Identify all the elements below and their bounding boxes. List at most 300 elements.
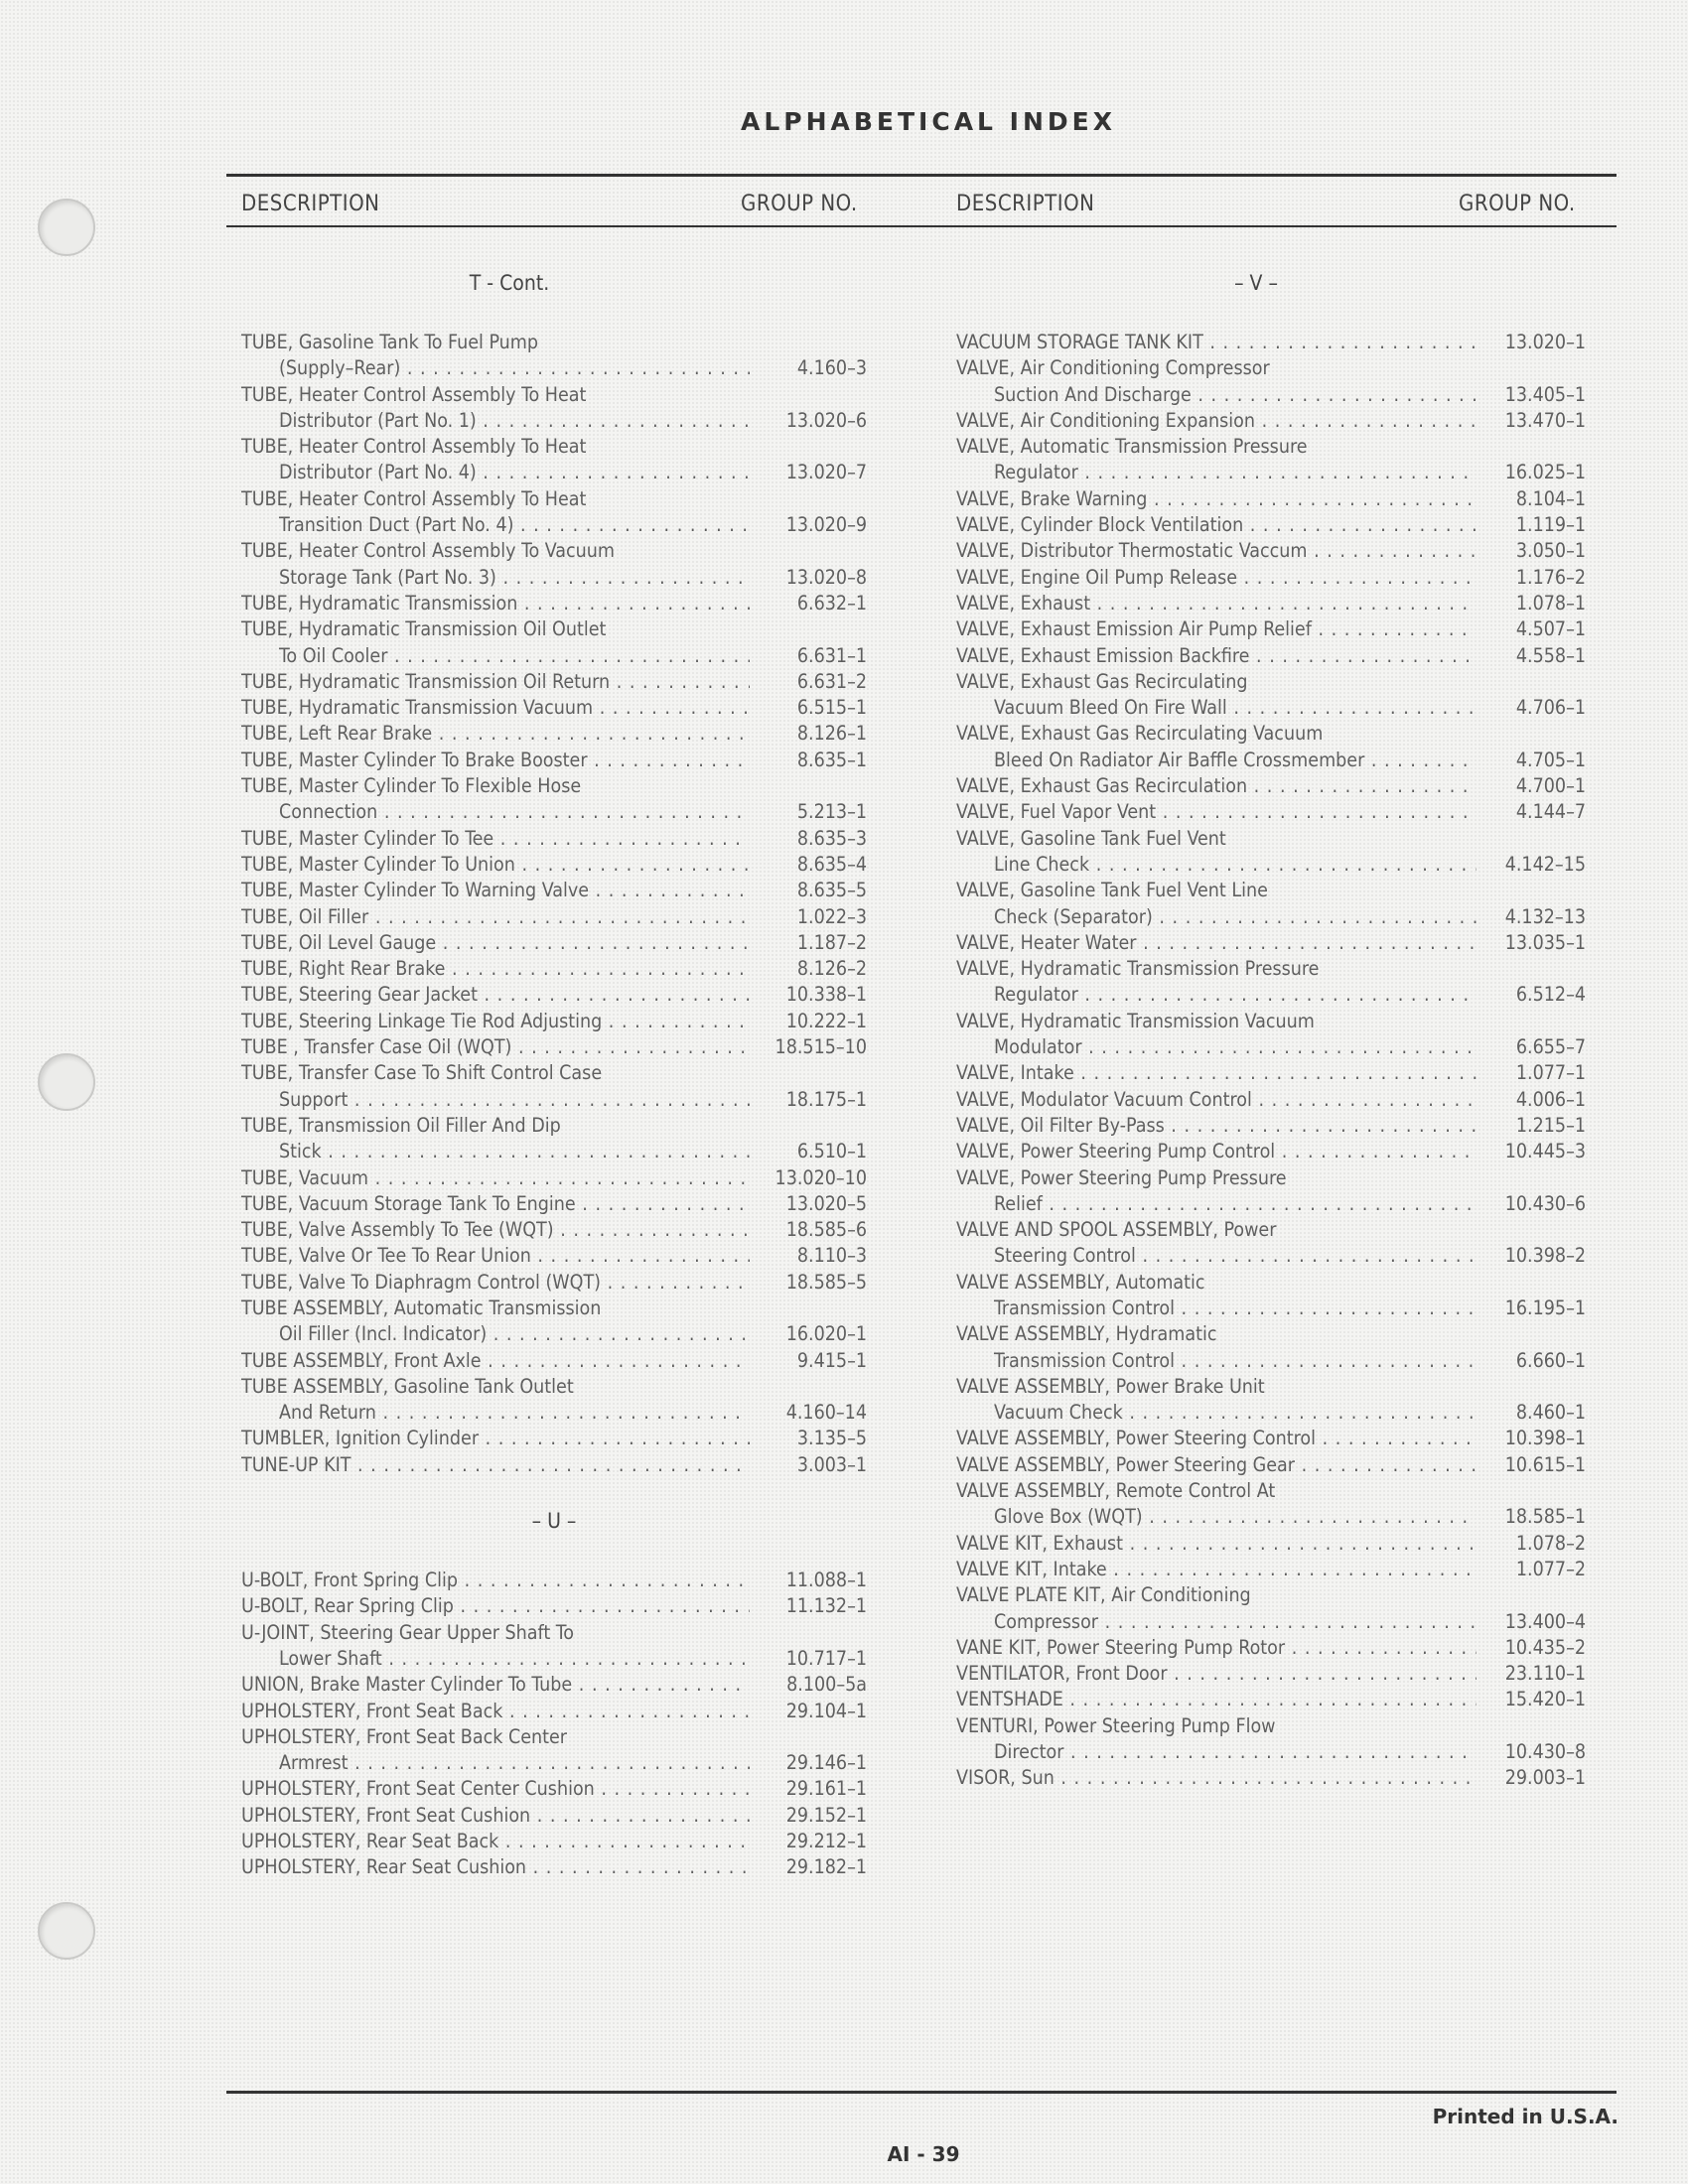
entry-description [241,616,867,642]
entry-description [241,773,867,799]
entry-group-number: 3.050–1 [1515,539,1586,563]
entry-group-number: 1.077–1 [1515,1061,1586,1085]
footer-rule [226,2091,1617,2094]
entry-description-text: TUBE, Steering Linkage Tie Rod Adjusting . . . [241,1009,750,1034]
entry-description [956,1113,1586,1139]
entry-group-number: 1.215–1 [1515,1113,1586,1137]
entry-description-text: VALVE, Cylinder Block Ventilation . . . [956,512,1477,538]
entry-description-continued [956,852,1586,878]
entry-description-text: VANE KIT, Power Steering Pump Rotor . . . [956,1635,1477,1661]
entry-description [241,1165,867,1191]
entry-description [956,1165,1586,1191]
entry-group-number: 29.182–1 [785,1855,867,1879]
entry-description [241,748,867,773]
entry-description-text: Transmission Control . . . [956,1296,1477,1321]
entry-description-text: TUMBLER, Ignition Cylinder . . . [241,1426,750,1451]
entry-group-number: 3.135–5 [796,1427,867,1450]
entry-description [241,695,867,721]
u-entries-list [241,1568,867,1881]
entry-group-number: 8.460–1 [1515,1401,1586,1425]
entry-group-number: 13.020–6 [785,408,867,432]
entry-description-text: TUBE, Master Cylinder To Union . . . [241,852,750,878]
entry-description-text: Distributor (Part No. 1) . . . [241,408,750,434]
index-entry [956,1582,1586,1635]
entry-description-text: TUBE, Oil Filler . . . [241,904,750,930]
binder-hole-top [38,199,95,256]
entry-description-text: TUBE ASSEMBLY, Gasoline Tank Outlet [241,1374,574,1398]
index-entry [956,721,1586,773]
entry-group-number: 13.020–8 [785,565,867,589]
entry-description-text: Bleed On Radiator Air Baffle Crossmember . . . [956,748,1477,773]
index-entry [241,538,867,591]
entry-group-number: 3.003–1 [796,1452,867,1476]
entry-description [956,1765,1586,1791]
entry-description [241,852,867,878]
entry-description-continued [956,748,1586,773]
index-entry [956,799,1586,825]
entry-group-number: 23.110–1 [1504,1662,1586,1686]
entry-description [956,1478,1586,1504]
index-entry [241,1034,867,1060]
entry-description-text: VALVE, Intake . . . [956,1060,1477,1086]
entry-group-number: 11.132–1 [785,1594,867,1618]
entry-description-continued [241,1400,867,1426]
index-entry [241,1191,867,1217]
entry-description-continued [956,982,1586,1008]
entry-description-text: VALVE, Hydramatic Transmission Vacuum [956,1009,1315,1032]
entry-description [956,434,1586,460]
entry-group-number: 8.635–5 [796,879,867,902]
entry-group-number: 4.144–7 [1515,800,1586,824]
entry-description-text: Modulator . . . [956,1034,1477,1060]
entry-description-text: To Oil Cooler . . . [241,643,750,669]
entry-group-number: 18.585–5 [785,1270,867,1294]
entry-description [956,616,1586,642]
entry-description-continued [241,1321,867,1347]
entry-description [241,382,867,408]
index-entry [956,408,1586,434]
entry-description-text: VALVE, Power Steering Pump Pressure [956,1165,1287,1189]
index-entry [241,773,867,826]
entry-description-text: Line Check . . . [956,852,1477,878]
index-entry [241,616,867,669]
entry-group-number: 29.212–1 [785,1830,867,1853]
entry-description-text: TUBE, Transfer Case To Shift Control Case [241,1061,603,1085]
entry-description-text: Oil Filler (Incl. Indicator) . . . [241,1321,750,1347]
entry-description-text: VENTILATOR, Front Door . . . [956,1661,1477,1687]
entry-group-number: 8.110–3 [796,1244,867,1268]
entry-description-continued [956,1034,1586,1060]
entry-group-number: 1.022–3 [796,904,867,928]
index-entry [956,565,1586,591]
right-index-column [956,266,1586,1792]
entry-description-text: Vacuum Bleed On Fire Wall . . . [956,695,1477,721]
entry-description-text: TUBE, Heater Control Assembly To Vacuum [241,539,615,563]
entry-description-continued [241,565,867,591]
entry-description-text: TUBE, Master Cylinder To Warning Valve . . . [241,878,750,903]
index-entry [241,1803,867,1829]
entry-description-text: TUBE, Heater Control Assembly To Heat [241,435,587,459]
entry-description-text: VALVE, Exhaust Gas Recirculation . . . [956,773,1477,799]
entry-group-number: 10.430–8 [1504,1740,1586,1764]
entry-description-text: TUBE, Master Cylinder To Brake Booster . . . [241,748,750,773]
index-entry [241,1296,867,1348]
entry-description-text: TUBE, Valve Or Tee To Rear Union . . . [241,1243,750,1269]
entry-description [241,1426,867,1451]
entry-description-continued [956,1243,1586,1269]
entry-description [241,1191,867,1217]
entry-description [241,1724,867,1750]
index-entry [956,1531,1586,1557]
entry-group-number: 6.515–1 [796,696,867,720]
entry-description-text: Regulator . . . [956,460,1477,485]
entry-description [241,1593,867,1619]
index-entry [241,1060,867,1113]
entry-group-number: 29.146–1 [785,1751,867,1775]
entry-description-text: Connection . . . [241,799,750,825]
entry-description-text: VALVE, Fuel Vapor Vent . . . [956,799,1477,825]
entry-group-number: 4.507–1 [1515,617,1586,641]
entry-description-text: TUBE, Gasoline Tank To Fuel Pump [241,331,539,353]
entry-group-number: 6.512–4 [1515,983,1586,1007]
entry-description [956,1009,1586,1034]
entry-description-text: TUBE, Vacuum Storage Tank To Engine . . . [241,1191,750,1217]
index-entry [241,826,867,852]
entry-description [956,408,1586,434]
entry-description [956,799,1586,825]
index-entry [241,1776,867,1802]
entry-description [241,1374,867,1400]
entry-description [241,1296,867,1321]
entry-group-number: 13.020–9 [785,513,867,537]
index-entry [956,591,1586,616]
entry-group-number: 13.470–1 [1504,408,1586,432]
entry-description-text: VALVE ASSEMBLY, Power Steering Control . . . [956,1426,1477,1451]
index-entry [956,1113,1586,1139]
index-entry [241,1854,867,1880]
page-number: AI - 39 [887,2142,960,2166]
index-entry [241,1348,867,1374]
entry-description [241,591,867,616]
index-entry [241,1270,867,1296]
entry-description-text: VALVE AND SPOOL ASSEMBLY, Power [956,1218,1277,1242]
entry-description-text: TUBE, Transmission Oil Filler And Dip [241,1113,561,1137]
entry-description-text: VENTSHADE . . . [956,1687,1477,1712]
entry-group-number: 29.104–1 [785,1699,867,1722]
entry-description-text: Transmission Control . . . [956,1348,1477,1374]
index-entry [241,1165,867,1191]
entry-description-continued [241,1087,867,1113]
entry-group-number: 10.222–1 [785,1009,867,1032]
index-entry [241,1672,867,1698]
index-entry [241,748,867,773]
entry-description-text: (Supply–Rear) . . . [241,355,750,381]
index-entry [956,512,1586,538]
entry-group-number: 18.585–1 [1504,1505,1586,1529]
entry-description [956,486,1586,512]
entry-description-text: TUBE, Hydramatic Transmission Vacuum . . . [241,695,750,721]
entry-description [956,773,1586,799]
index-entry [241,486,867,539]
entry-description-text: VALVE, Exhaust . . . [956,591,1477,616]
entry-description-text: TUBE, Oil Level Gauge . . . [241,930,750,956]
entry-description [956,1661,1586,1687]
printed-in-usa: Printed in U.S.A. [1432,2105,1618,2128]
entry-description-continued [241,512,867,538]
index-entry [956,355,1586,408]
entry-group-number: 8.635–1 [796,748,867,771]
entry-description-text: UNION, Brake Master Cylinder To Tube . . . [241,1672,750,1698]
entry-group-number: 4.142–15 [1504,852,1586,876]
entry-description [241,1270,867,1296]
index-entry [956,1270,1586,1322]
entry-description [956,1713,1586,1739]
entry-description-text: VALVE, Hydramatic Transmission Pressure [956,957,1320,981]
entry-description-continued [241,1646,867,1672]
entry-description-text: VALVE, Exhaust Emission Air Pump Relief . . . [956,616,1477,642]
entry-group-number: 13.020–1 [1504,331,1586,353]
entry-group-number: 8.635–3 [796,826,867,850]
entry-group-number: 10.445–3 [1504,1140,1586,1163]
entry-description-text: VALVE, Oil Filter By-Pass . . . [956,1113,1477,1139]
entry-description [956,1557,1586,1582]
index-entry [956,1478,1586,1531]
entry-description [956,956,1586,982]
entry-description [241,956,867,982]
index-entry [241,1243,867,1269]
entry-description-continued [956,1400,1586,1426]
entry-description [956,538,1586,564]
entry-group-number: 13.020–5 [785,1191,867,1215]
entry-description-continued [956,1739,1586,1765]
entry-description [956,1321,1586,1347]
entry-description-text: TUBE, Heater Control Assembly To Heat [241,382,587,406]
index-entry [241,434,867,486]
entry-description-text: Steering Control . . . [956,1243,1477,1269]
entry-description-text: VALVE, Brake Warning . . . [956,486,1477,512]
index-entry [956,486,1586,512]
entry-description-text: UPHOLSTERY, Front Seat Center Cushion . . . [241,1776,750,1802]
entry-description [241,1829,867,1854]
entry-group-number: 6.510–1 [796,1140,867,1163]
entry-description-text: UPHOLSTERY, Rear Seat Back . . . [241,1829,750,1854]
entry-description-continued [241,355,867,381]
section-heading-u: – U – [531,1509,577,1534]
entry-description [241,669,867,695]
entry-description [241,1009,867,1034]
entry-description [241,1568,867,1593]
section-heading-t-cont: T - Cont. [469,271,550,295]
entry-group-number: 15.420–1 [1504,1688,1586,1711]
entry-description-text: U-JOINT, Steering Gear Upper Shaft To [241,1620,574,1644]
entry-group-number: 10.615–1 [1504,1452,1586,1476]
entry-description [956,512,1586,538]
entry-description-text: Compressor . . . [956,1609,1477,1635]
entry-description-text: UPHOLSTERY, Front Seat Cushion . . . [241,1803,750,1829]
entry-description [241,826,867,852]
entry-description-text: TUBE, Master Cylinder To Tee . . . [241,826,750,852]
entry-description-continued [241,1750,867,1776]
entry-description [956,1139,1586,1164]
entry-description-continued [956,1296,1586,1321]
section-heading-v: – V – [1234,271,1278,295]
entry-description-text: And Return . . . [241,1400,750,1426]
entry-description-continued [956,460,1586,485]
page-title: ALPHABETICAL INDEX [740,107,1117,136]
index-entry [241,1568,867,1593]
entry-description [956,1217,1586,1243]
entry-description [956,878,1586,903]
entry-description-continued [956,1348,1586,1374]
entry-description-text: VALVE KIT, Intake . . . [956,1557,1477,1582]
entry-description-text: UPHOLSTERY, Front Seat Back Center [241,1724,568,1748]
index-entry [956,1139,1586,1164]
entry-group-number: 1.119–1 [1515,513,1586,537]
entry-description [241,1243,867,1269]
entry-group-number: 1.176–2 [1515,565,1586,589]
entry-description-text: VALVE, Exhaust Gas Recirculating Vacuum [956,722,1324,746]
entry-group-number: 4.160–3 [796,356,867,380]
entry-description-text: Distributor (Part No. 4) . . . [241,460,750,485]
entry-description [241,1854,867,1880]
index-entry [241,1593,867,1619]
index-entry [956,773,1586,799]
entry-description-text: TUBE, Valve To Diaphragm Control (WQT) . . . [241,1270,750,1296]
index-entry [241,930,867,956]
entry-description-text: VALVE ASSEMBLY, Power Brake Unit [956,1374,1265,1398]
entry-group-number: 10.435–2 [1504,1635,1586,1659]
index-entry [956,956,1586,1009]
header-top-rule [226,174,1617,177]
entry-description-continued [956,904,1586,930]
entry-group-number: 5.213–1 [796,800,867,824]
index-entry [241,1452,867,1478]
entry-description [241,1113,867,1139]
index-entry [956,538,1586,564]
index-entry [241,982,867,1008]
entry-description-continued [956,695,1586,721]
index-entry [956,1321,1586,1374]
entry-description-text: VALVE ASSEMBLY, Automatic [956,1270,1205,1294]
entry-description-text: VALVE ASSEMBLY, Remote Control At [956,1479,1276,1503]
entry-group-number: 10.398–1 [1504,1427,1586,1450]
entry-description-text: VALVE, Engine Oil Pump Release . . . [956,565,1477,591]
index-entry [241,1217,867,1243]
entry-description-text: VALVE, Air Conditioning Expansion . . . [956,408,1477,434]
entry-description-text: Vacuum Check . . . [956,1400,1477,1426]
entry-description-continued [956,1609,1586,1635]
entry-description-text: Check (Separator) . . . [956,904,1477,930]
index-entry [956,1009,1586,1061]
entry-description-text: TUBE, Master Cylinder To Flexible Hose [241,774,582,798]
entry-description [241,1672,867,1698]
entry-description-text: TUBE , Transfer Case Oil (WQT) . . . [241,1034,750,1060]
index-entry [241,382,867,435]
entry-group-number: 29.003–1 [1504,1766,1586,1790]
right-description-header: DESCRIPTION [956,192,1095,216]
entry-group-number: 6.660–1 [1515,1348,1586,1372]
entry-description [241,930,867,956]
index-entry [956,1087,1586,1113]
entry-description-text: VALVE, Automatic Transmission Pressure [956,435,1308,459]
entry-description-continued [241,799,867,825]
entry-description-text: VALVE, Power Steering Pump Control . . . [956,1139,1477,1164]
entry-description [241,1452,867,1478]
entry-description [956,1635,1586,1661]
index-entry [956,1374,1586,1427]
entry-description-text: TUBE, Valve Assembly To Tee (WQT) . . . [241,1217,750,1243]
entry-description [241,721,867,747]
entry-description-text: VALVE ASSEMBLY, Hydramatic [956,1322,1217,1346]
index-entry [241,904,867,930]
entry-description-text: TUBE, Left Rear Brake . . . [241,721,750,747]
entry-description-text: VALVE PLATE KIT, Air Conditioning [956,1583,1251,1607]
index-entry [241,852,867,878]
entry-group-number: 4.706–1 [1515,696,1586,720]
entry-description-text: TUBE ASSEMBLY, Front Axle . . . [241,1348,750,1374]
index-entry [956,669,1586,722]
entry-description-text: TUBE, Hydramatic Transmission Oil Outlet [241,617,607,641]
entry-group-number: 1.187–2 [796,930,867,954]
entry-group-number: 10.398–2 [1504,1244,1586,1268]
entry-description-text: TUBE, Vacuum . . . [241,1165,750,1191]
entry-description [956,1531,1586,1557]
entry-description [241,982,867,1008]
entry-description [241,904,867,930]
entry-description [956,1087,1586,1113]
entry-description-continued [241,1139,867,1164]
entry-description-text: Armrest . . . [241,1750,750,1776]
entry-description-text: Stick . . . [241,1139,750,1164]
entry-description-text: VALVE, Heater Water . . . [956,930,1477,956]
entry-description-text: VALVE, Air Conditioning Compressor [956,356,1270,380]
index-entry [241,591,867,616]
entry-description [241,1803,867,1829]
index-entry [241,956,867,982]
entry-description [956,1426,1586,1451]
entry-description-continued [241,408,867,434]
entry-group-number: 13.035–1 [1504,930,1586,954]
index-entry [956,1060,1586,1086]
entry-group-number: 29.152–1 [785,1803,867,1827]
entry-description [956,643,1586,669]
entry-group-number: 6.631–1 [796,643,867,667]
entry-group-number: 6.632–1 [796,591,867,614]
entry-description-text: VALVE, Gasoline Tank Fuel Vent [956,826,1226,850]
entry-description-text: TUBE, Hydramatic Transmission . . . [241,591,750,616]
index-entry [241,1113,867,1165]
index-entry [956,1661,1586,1687]
entry-description-text: VALVE, Modulator Vacuum Control . . . [956,1087,1477,1113]
entry-description-continued [956,1191,1586,1217]
entry-description [956,1582,1586,1608]
entry-group-number: 18.585–6 [785,1218,867,1242]
index-entry [241,330,867,382]
entry-group-number: 13.020–10 [774,1165,867,1189]
entry-group-number: 29.161–1 [785,1777,867,1801]
entry-group-number: 4.006–1 [1515,1087,1586,1111]
entry-description [956,930,1586,956]
index-entry [956,643,1586,669]
entry-description [956,1270,1586,1296]
entry-group-number: 8.126–2 [796,957,867,981]
entry-description-text: VALVE KIT, Exhaust . . . [956,1531,1477,1557]
entry-description [956,826,1586,852]
entry-description-text: TUBE, Steering Gear Jacket . . . [241,982,750,1008]
entry-group-number: 4.160–14 [785,1401,867,1425]
entry-description-text: TUBE, Hydramatic Transmission Oil Return . . . [241,669,750,695]
index-entry [956,930,1586,956]
